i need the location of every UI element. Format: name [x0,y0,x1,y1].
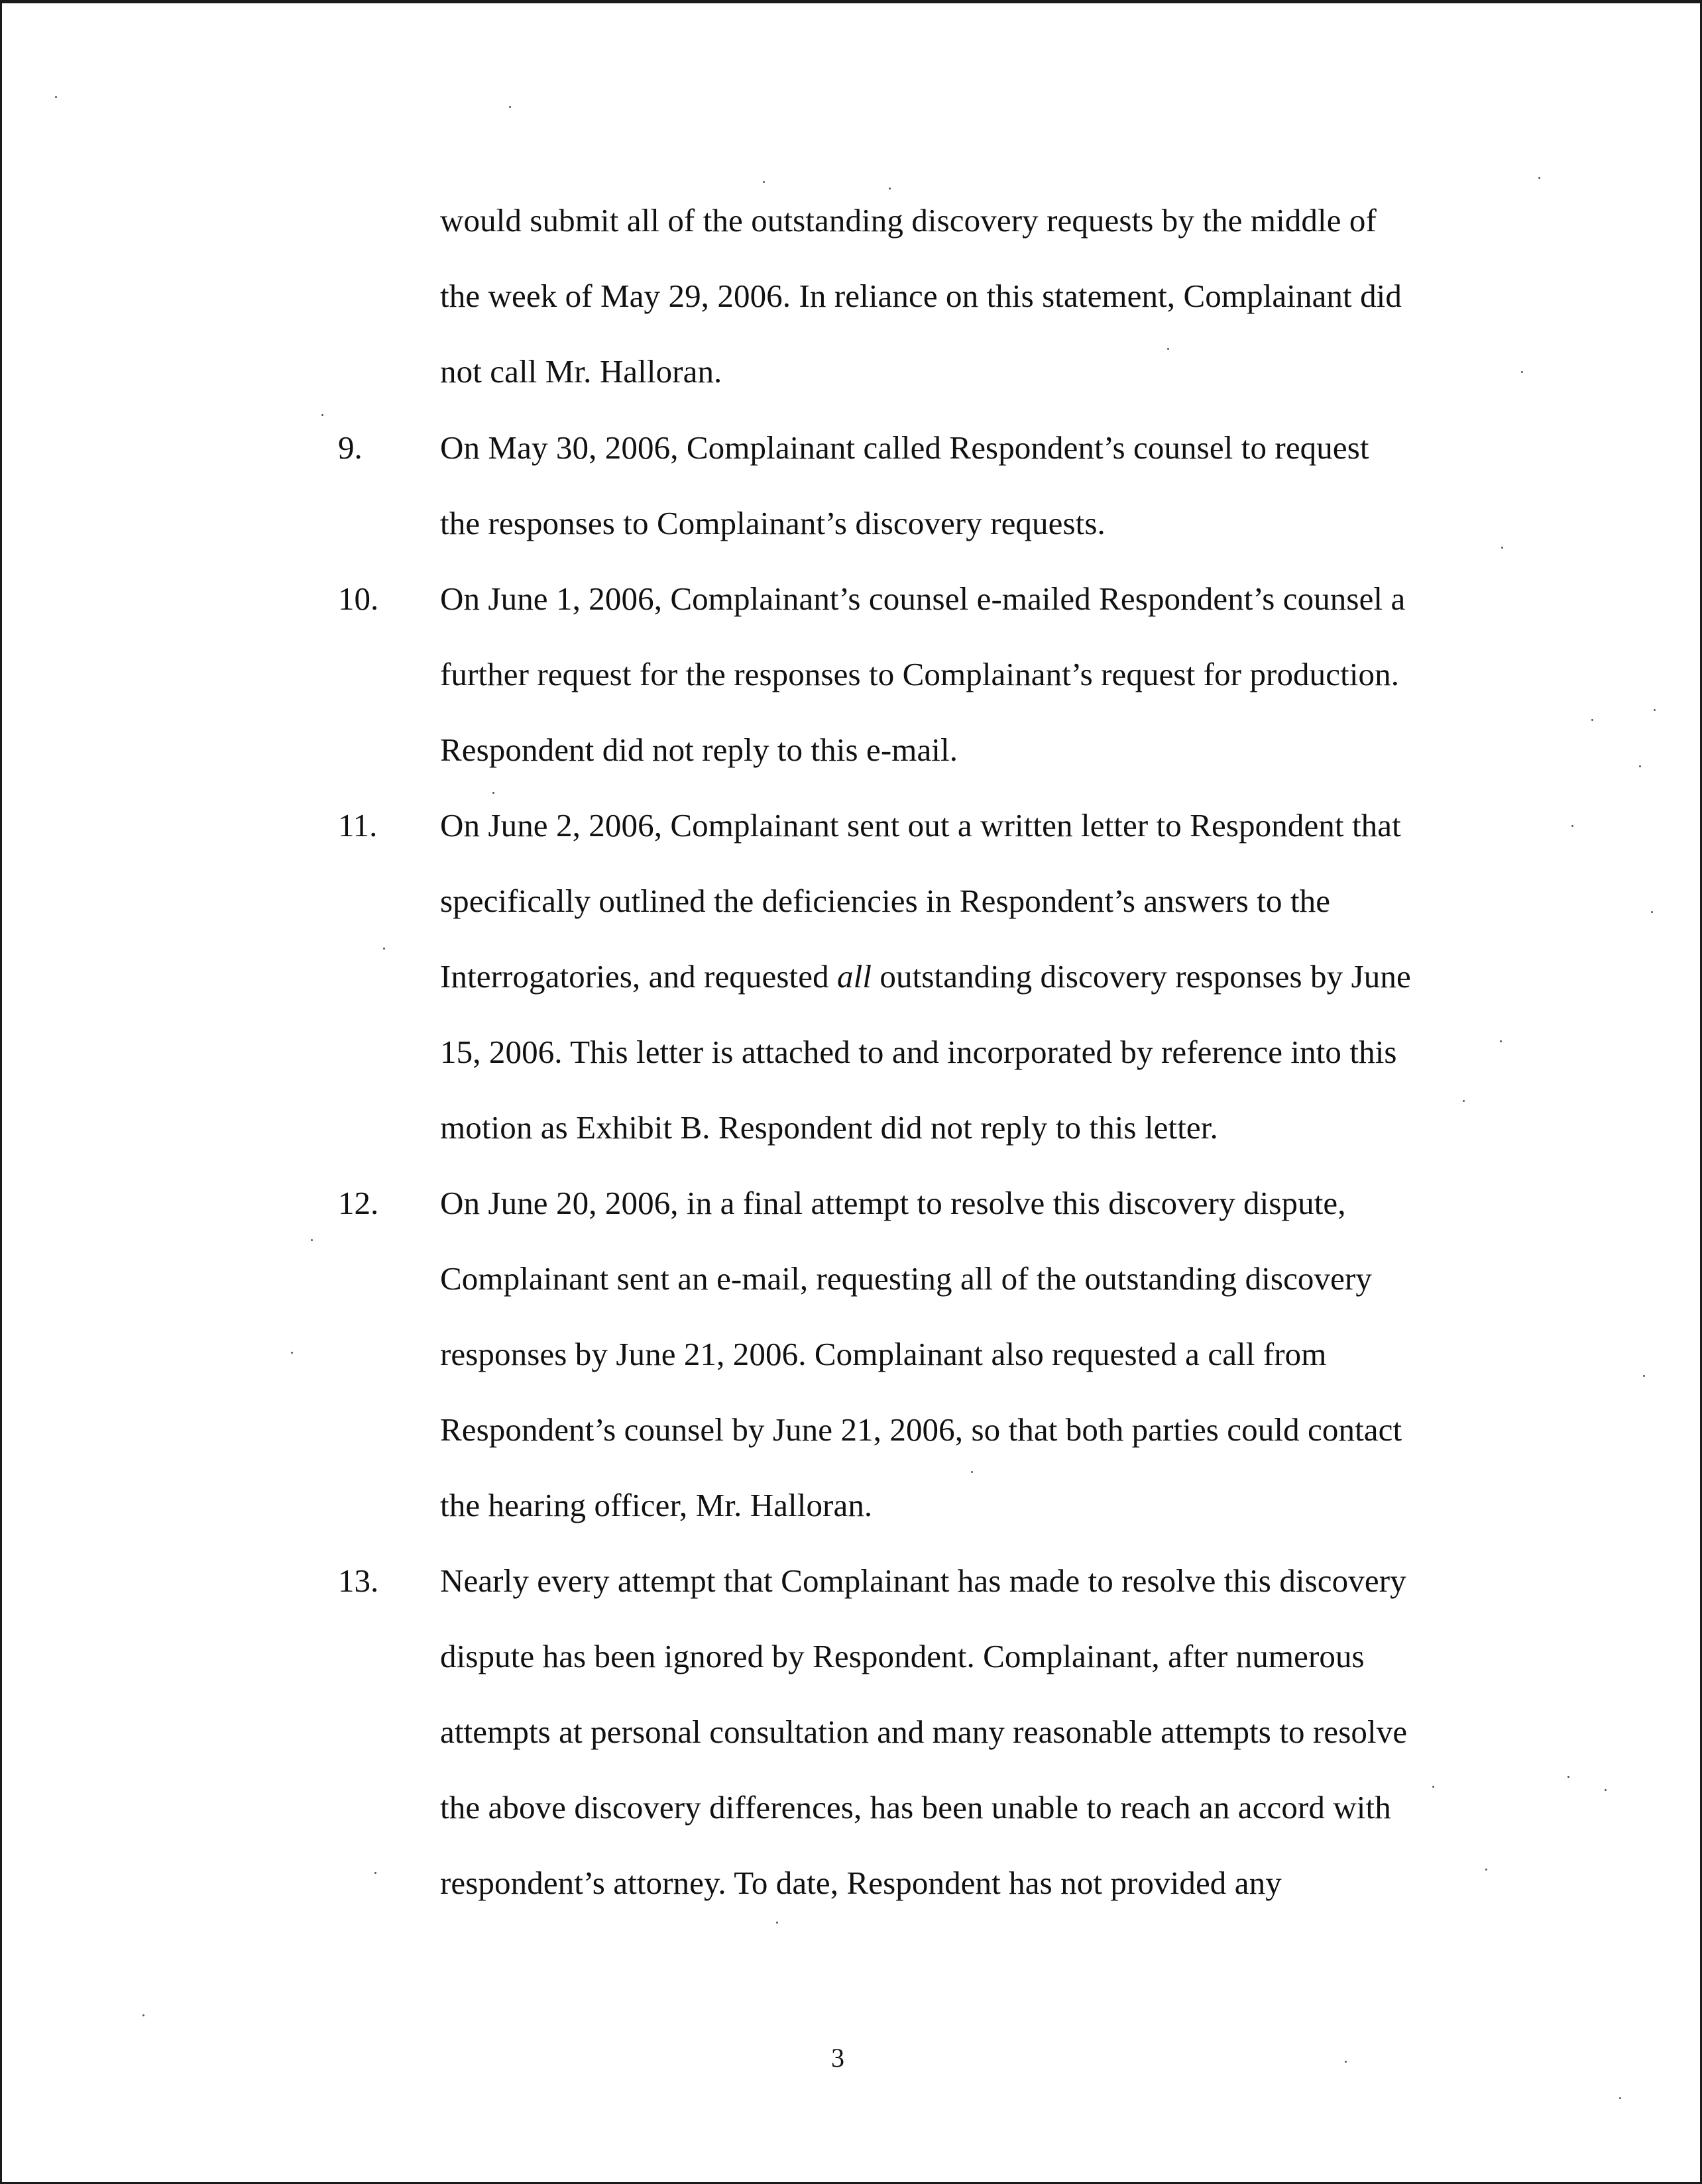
scan-speck [889,188,891,190]
paragraph-line: further request for the responses to Complainant’s request for production. [440,656,1400,692]
paragraph-line: respondent’s attorney. To date, Respondent has not provided any [440,1865,1282,1901]
paragraph-line: 15, 2006. This letter is attached to and incorporated by reference into this [440,1034,1397,1070]
scan-speck [374,1872,376,1874]
scan-speck [1485,1869,1487,1871]
page-number: 3 [831,2043,844,2073]
scan-speck [1500,1040,1502,1042]
paragraph-line: would submit all of the outstanding discovery requests by the middle of [440,202,1377,239]
paragraph-number-13: 13. [338,1562,379,1599]
scan-speck [55,96,57,98]
scan-speck [1567,1776,1569,1778]
scan-speck [1651,911,1653,913]
paragraph-line: Nearly every attempt that Complainant has made to resolve this discovery [440,1562,1406,1599]
paragraph-line [440,958,1411,995]
paragraph-line: motion as Exhibit B. Respondent did not reply to this letter. [440,1109,1218,1146]
scan-speck [776,1922,778,1924]
scan-speck [1605,1789,1607,1791]
scan-speck [1654,709,1656,711]
paragraph-line: the responses to Complainant’s discovery requests. [440,505,1106,541]
line-text: Interrogatories, and requested [440,958,838,995]
scan-speck [971,1471,973,1473]
scan-speck [1501,547,1503,549]
scan-speck [1643,1375,1645,1377]
scan-speck [311,1239,313,1241]
paragraph-line: Complainant sent an e-mail, requesting all of the outstanding discovery [440,1260,1372,1297]
scan-speck [1591,719,1593,721]
scan-speck [1167,348,1169,350]
scan-speck [1432,1786,1434,1788]
paragraph-line: On June 2, 2006, Complainant sent out a written letter to Respondent that [440,807,1401,844]
scan-speck [763,181,765,183]
scan-speck [1463,1100,1465,1102]
scan-speck [1521,371,1523,373]
scan-speck [321,414,323,416]
scan-speck [1345,2061,1347,2063]
scan-speck [509,106,511,108]
paragraph-line: On June 20, 2006, in a final attempt to resolve this discovery dispute, [440,1185,1346,1221]
scan-speck [383,948,385,950]
scan-speck [1619,2097,1621,2099]
line-text: outstanding discovery responses by June [872,958,1411,995]
paragraph-line: dispute has been ignored by Respondent. Complainant, after numerous [440,1638,1365,1674]
paragraph-number-9: 9. [338,429,363,466]
paragraph-line: the week of May 29, 2006. In reliance on this statement, Complainant did [440,278,1402,314]
paragraph-number-10: 10. [338,580,379,617]
paragraph-line: responses by June 21, 2006. Complainant also requested a call from [440,1336,1327,1372]
paragraph-line: the hearing officer, Mr. Halloran. [440,1487,873,1523]
paragraph-line: On May 30, 2006, Complainant called Respondent’s counsel to request [440,429,1369,466]
paragraph-line: the above discovery differences, has been unable to reach an accord with [440,1789,1391,1826]
emphasized-word: all [837,958,872,995]
paragraph-number-11: 11. [338,807,378,844]
paragraph-line: not call Mr. Halloran. [440,353,722,390]
paragraph-line: Respondent’s counsel by June 21, 2006, so that both parties could contact [440,1411,1402,1448]
scan-speck [1538,177,1540,179]
scan-speck [1571,825,1573,827]
scan-speck [142,2014,144,2016]
scan-speck [291,1352,293,1354]
paragraph-line: specifically outlined the deficiencies in Respondent’s answers to the [440,883,1331,919]
scan-speck [492,792,494,794]
paragraph-line: Respondent did not reply to this e-mail. [440,732,958,768]
paragraph-number-12: 12. [338,1185,379,1221]
paragraph-line: On June 1, 2006, Complainant’s counsel e-mailed Respondent’s counsel a [440,580,1406,617]
paragraph-line: attempts at personal consultation and many reasonable attempts to resolve [440,1714,1408,1750]
scan-speck [1639,765,1641,767]
